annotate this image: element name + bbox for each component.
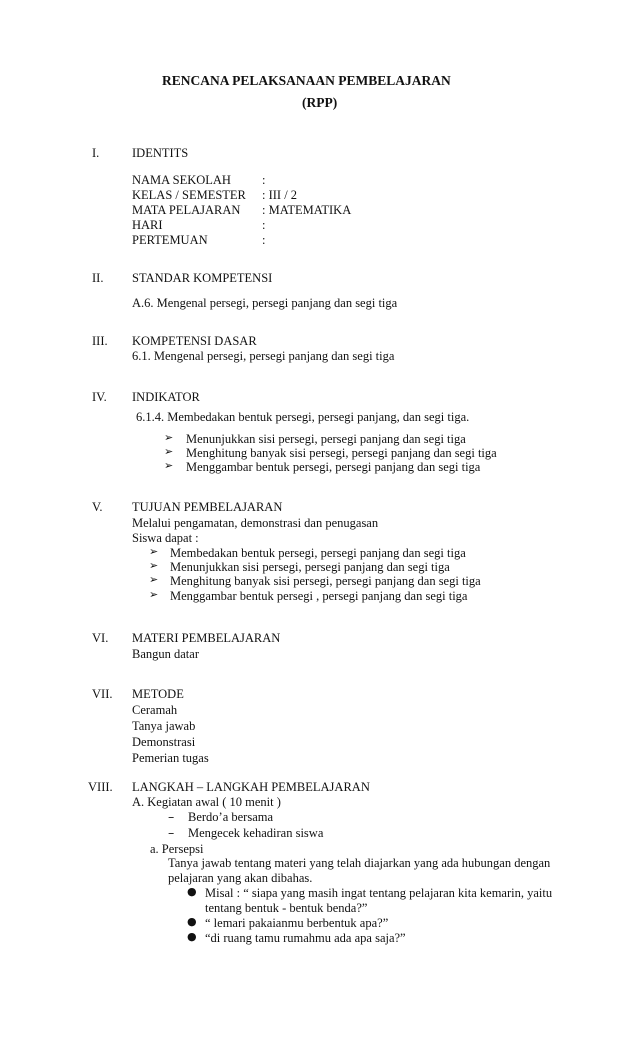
bullet-icon: ● [187, 885, 197, 898]
section-1-title: IDENTITS [132, 146, 189, 160]
list-item: Misal : “ siapa yang masih ingat tentang pelajaran kita kemarin, yaitu [205, 886, 553, 900]
section-1-number: I. [92, 146, 100, 160]
arrow-bullet-icon: ➢ [149, 559, 159, 572]
arrow-bullet-icon: ➢ [149, 545, 159, 558]
section-6-title: MATERI PEMBELAJARAN [132, 631, 281, 645]
identity-label: HARI [132, 218, 163, 232]
section-3-number: III. [92, 334, 108, 348]
identity-value: : III / 2 [262, 188, 298, 202]
activity-title: A. Kegiatan awal ( 10 menit ) [132, 795, 281, 809]
identity-label: NAMA SEKOLAH [132, 173, 231, 187]
list-item: Berdo’a bersama [188, 810, 274, 824]
list-item: Menunjukkan sisi persegi, persegi panjang dan segi tiga [170, 560, 450, 574]
identity-label: KELAS / SEMESTER [132, 188, 246, 202]
list-item: “di ruang tamu rumahmu ada apa saja?” [205, 931, 406, 945]
identity-value: : MATEMATIKA [262, 203, 352, 217]
section-8-title: LANGKAH – LANGKAH PEMBELAJARAN [132, 780, 370, 794]
section-5-line: Siswa dapat : [132, 531, 199, 545]
section-7-number: VII. [92, 687, 113, 701]
dash-bullet-icon: – [168, 825, 175, 840]
method-item: Ceramah [132, 703, 178, 717]
section-2-text: A.6. Mengenal persegi, persegi panjang dan segi tiga [132, 296, 398, 310]
bullet-icon: ● [187, 915, 197, 928]
document-subtitle: (RPP) [302, 95, 338, 110]
identity-value: : [262, 233, 266, 247]
list-item: Menggambar bentuk persegi , persegi panjang dan segi tiga [170, 589, 468, 603]
arrow-bullet-icon: ➢ [149, 573, 159, 586]
section-3-title: KOMPETENSI DASAR [132, 334, 257, 348]
section-4-subindicator: 6.1.4. Membedakan bentuk persegi, persegi panjang, dan segi tiga. [136, 410, 470, 424]
section-2-title: STANDAR KOMPETENSI [132, 271, 273, 285]
section-8-number: VIII. [88, 780, 113, 794]
section-4-title: INDIKATOR [132, 390, 200, 404]
list-item: Menghitung banyak sisi persegi, persegi panjang dan segi tiga [186, 446, 497, 460]
arrow-bullet-icon: ➢ [164, 459, 174, 472]
subsection-title: a. Persepsi [150, 842, 204, 856]
section-5-title: TUJUAN PEMBELAJARAN [132, 500, 283, 514]
list-item: Mengecek kehadiran siswa [188, 826, 324, 840]
identity-label: PERTEMUAN [132, 233, 208, 247]
section-7-title: METODE [132, 687, 184, 701]
method-item: Tanya jawab [132, 719, 196, 733]
list-item: “ lemari pakaianmu berbentuk apa?” [205, 916, 389, 930]
section-2-number: II. [92, 271, 104, 285]
method-item: Pemerian tugas [132, 751, 209, 765]
identity-value: : [262, 173, 266, 187]
section-6-text: Bangun datar [132, 647, 199, 661]
list-item: Menggambar bentuk persegi, persegi panjang dan segi tiga [186, 460, 481, 474]
section-5-number: V. [92, 500, 103, 514]
arrow-bullet-icon: ➢ [149, 588, 159, 601]
document-title: RENCANA PELAKSANAAN PEMBELAJARAN [162, 73, 451, 88]
bullet-icon: ● [187, 930, 197, 943]
list-item-continuation: tentang bentuk - bentuk benda?” [205, 901, 368, 915]
identity-value: : [262, 218, 266, 232]
section-3-text: 6.1. Mengenal persegi, persegi panjang dan segi tiga [132, 349, 395, 363]
section-6-number: VI. [92, 631, 109, 645]
method-item: Demonstrasi [132, 735, 196, 749]
section-5-line: Melalui pengamatan, demonstrasi dan penugasan [132, 516, 379, 530]
arrow-bullet-icon: ➢ [164, 445, 174, 458]
list-item: Menghitung banyak sisi persegi, persegi panjang dan segi tiga [170, 574, 481, 588]
arrow-bullet-icon: ➢ [164, 431, 174, 444]
section-4-number: IV. [92, 390, 107, 404]
list-item: Menunjukkan sisi persegi, persegi panjang dan segi tiga [186, 432, 466, 446]
identity-label: MATA PELAJARAN [132, 203, 241, 217]
paragraph-line: pelajaran yang akan dibahas. [168, 871, 313, 885]
dash-bullet-icon: – [168, 809, 175, 824]
paragraph-line: Tanya jawab tentang materi yang telah diajarkan yang ada hubungan dengan [168, 856, 551, 870]
list-item: Membedakan bentuk persegi, persegi panjang dan segi tiga [170, 546, 466, 560]
